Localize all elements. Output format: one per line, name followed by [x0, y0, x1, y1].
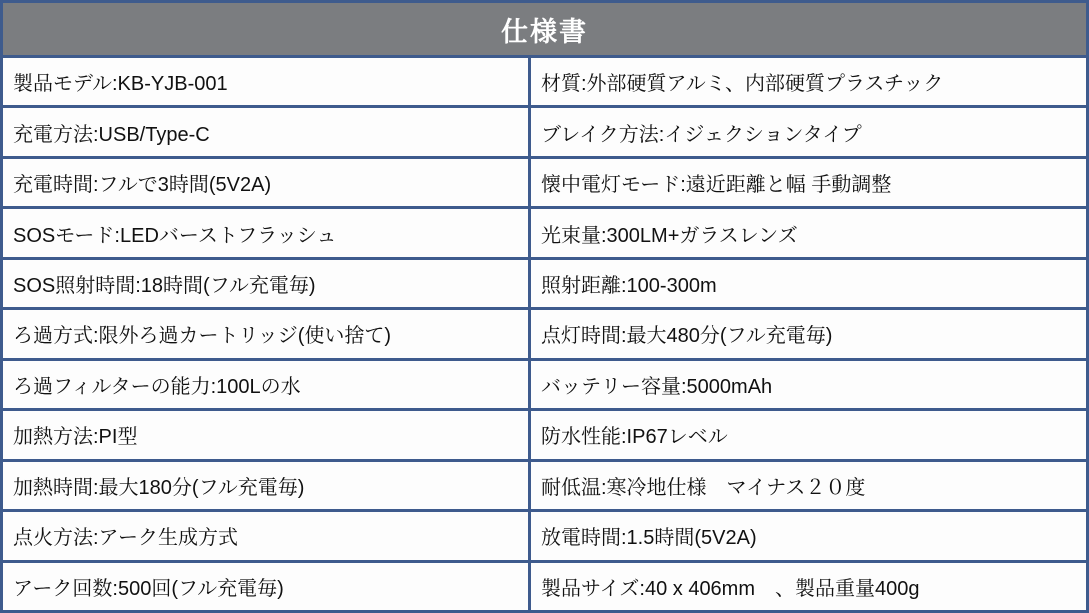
spec-cell: ろ過方式:限外ろ過カートリッジ(使い捨て): [2, 309, 530, 359]
table-row: [2, 208, 1088, 258]
spec-cell: ブレイク方法:イジェクションタイプ: [530, 107, 1088, 157]
spec-cell: 光束量:300LM+ガラスレンズ: [530, 208, 1088, 258]
spec-cell: SOSモード:LEDバーストフラッシュ: [2, 208, 530, 258]
spec-cell: 加熱方法:PI型: [2, 410, 530, 460]
header-row: [2, 2, 1088, 57]
spec-cell: 耐低温:寒冷地仕様 マイナス２０度: [530, 460, 1088, 510]
table-row: [2, 157, 1088, 207]
table-row: [2, 460, 1088, 510]
table-row: [2, 258, 1088, 308]
spec-cell: 充電方法:USB/Type-C: [2, 107, 530, 157]
table-row: [2, 57, 1088, 107]
table-row: [2, 561, 1088, 611]
spec-cell: 製品サイズ:40 x 406mm 、製品重量400g: [530, 561, 1088, 611]
spec-cell: 材質:外部硬質アルミ、内部硬質プラスチック: [530, 57, 1088, 107]
spec-cell: 防水性能:IP67レベル: [530, 410, 1088, 460]
spec-cell: 点灯時間:最大480分(フル充電毎): [530, 309, 1088, 359]
spec-cell: 充電時間:フルで3時間(5V2A): [2, 157, 530, 207]
spec-cell: バッテリー容量:5000mAh: [530, 359, 1088, 409]
spec-cell: 放電時間:1.5時間(5V2A): [530, 511, 1088, 561]
spec-cell: 製品モデル:KB-YJB-001: [2, 57, 530, 107]
spec-cell: SOS照射時間:18時間(フル充電毎): [2, 258, 530, 308]
spec-cell: 照射距離:100-300m: [530, 258, 1088, 308]
spec-cell: ろ過フィルターの能力:100Lの水: [2, 359, 530, 409]
spec-cell: アーク回数:500回(フル充電毎): [2, 561, 530, 611]
table-row: [2, 511, 1088, 561]
spec-cell: 懐中電灯モード:遠近距離と幅 手動調整: [530, 157, 1088, 207]
table-row: [2, 309, 1088, 359]
table-row: [2, 107, 1088, 157]
page-title: 仕様書: [2, 2, 1088, 57]
spec-cell: 点火方法:アーク生成方式: [2, 511, 530, 561]
spec-cell: 加熱時間:最大180分(フル充電毎): [2, 460, 530, 510]
table-row: [2, 410, 1088, 460]
table-row: [2, 359, 1088, 409]
